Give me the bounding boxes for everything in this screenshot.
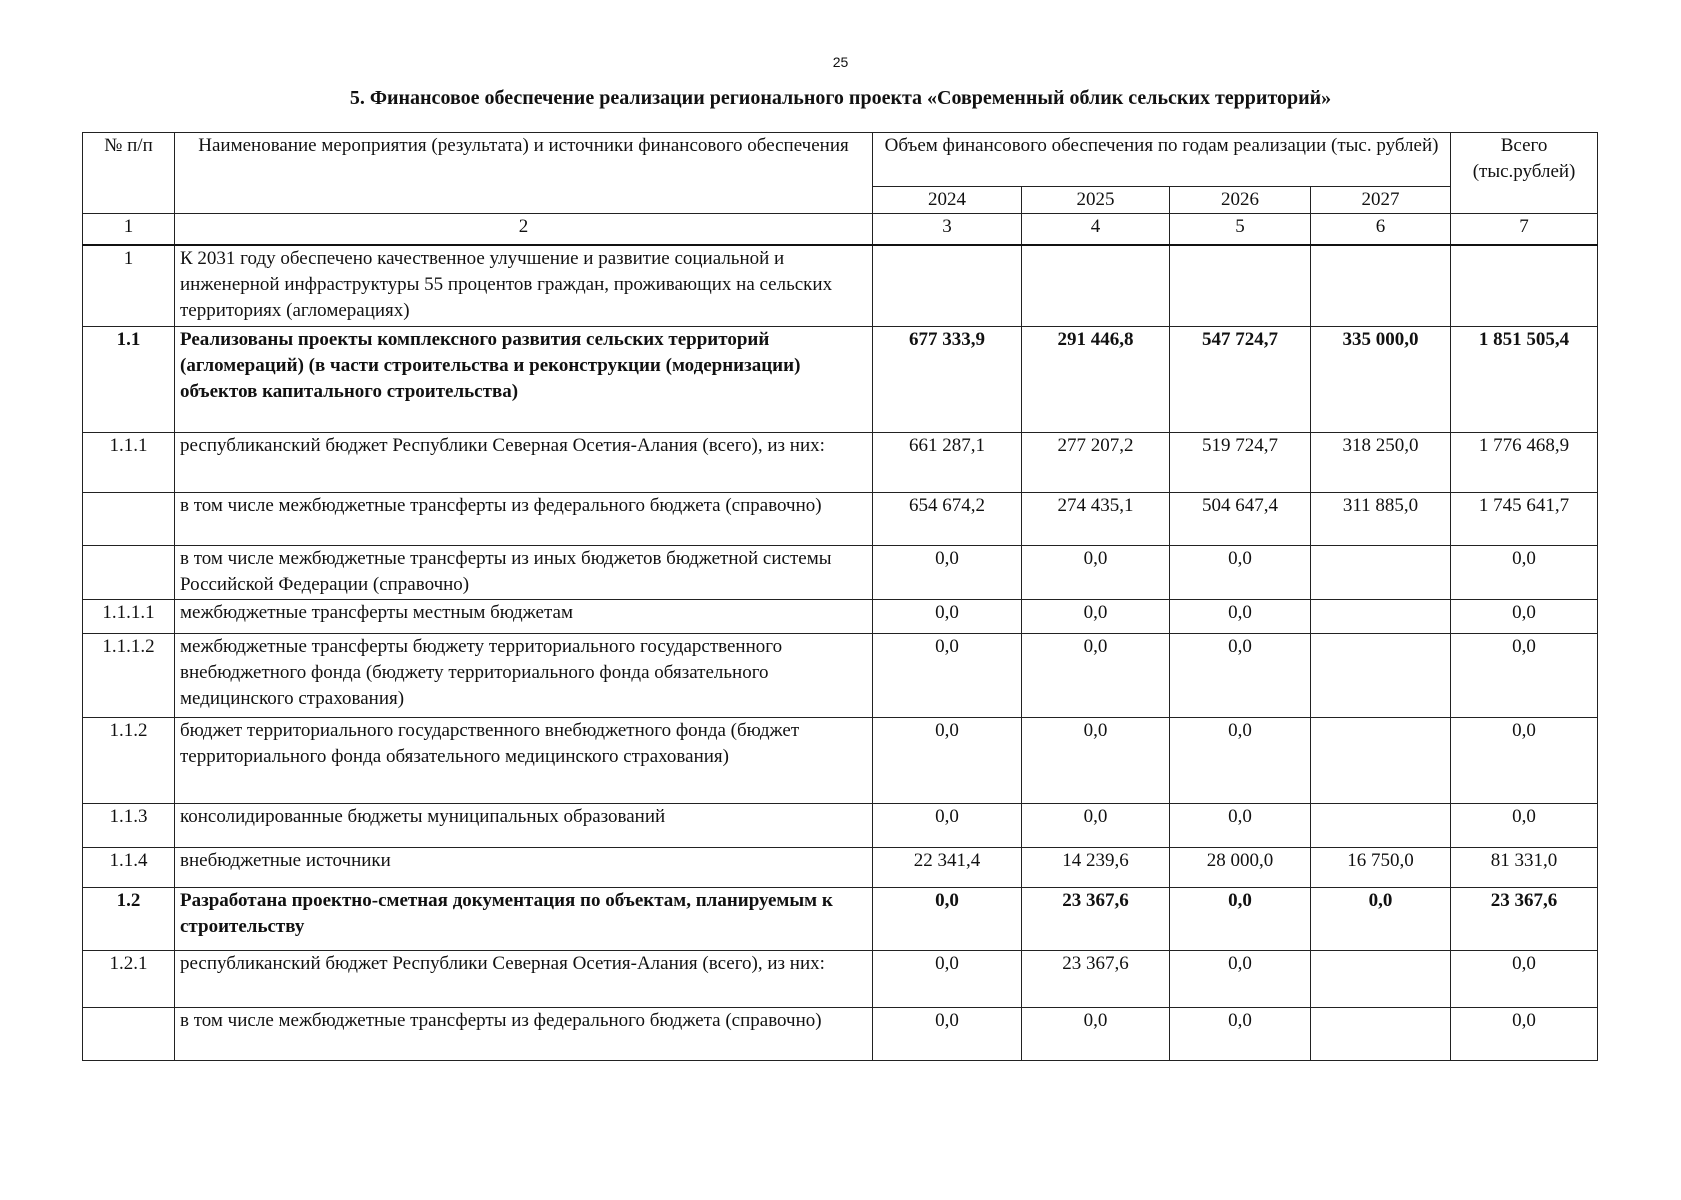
column-number: 6 [1311,214,1451,245]
column-number: 1 [83,214,175,245]
cell-total: 1 745 641,7 [1451,493,1598,546]
table-row [83,848,1598,888]
header-volume: Объем финансового обеспечения по годам реализации (тыс. рублей) [873,133,1451,187]
table-row [83,634,1598,718]
cell-2024: 0,0 [873,634,1022,718]
cell-2024 [873,245,1022,327]
cell-2025: 277 207,2 [1022,433,1170,493]
cell-2025: 14 239,6 [1022,848,1170,888]
cell-2027 [1311,1008,1451,1061]
table-row [83,951,1598,1008]
cell-2027 [1311,634,1451,718]
table-row [83,600,1598,634]
cell-2025 [1022,245,1170,327]
cell-2026: 0,0 [1170,546,1311,600]
cell-num [83,546,175,600]
cell-2026: 0,0 [1170,888,1311,951]
header-year: 2026 [1170,187,1311,214]
cell-num: 1.1.4 [83,848,175,888]
cell-2027: 0,0 [1311,888,1451,951]
cell-2025: 274 435,1 [1022,493,1170,546]
cell-name: консолидированные бюджеты муниципальных образований [175,804,873,848]
cell-total: 0,0 [1451,718,1598,804]
cell-2025: 0,0 [1022,634,1170,718]
cell-name: межбюджетные трансферты бюджету территориального государственного внебюджетного фонда (бюджету территориального фонда обязательного медицинского страхования) [175,634,873,718]
header-year: 2024 [873,187,1022,214]
cell-name: К 2031 году обеспечено качественное улучшение и развитие социальной и инженерной инфраструктуры 55 процентов граждан, проживающих на сельских территориях (агломерациях) [175,245,873,327]
cell-total: 0,0 [1451,951,1598,1008]
cell-total: 0,0 [1451,600,1598,634]
cell-2027 [1311,546,1451,600]
cell-num: 1.1.1.2 [83,634,175,718]
cell-num: 1.1.1 [83,433,175,493]
cell-2025: 0,0 [1022,718,1170,804]
cell-num: 1.1 [83,327,175,433]
cell-2024: 677 333,9 [873,327,1022,433]
cell-2026: 519 724,7 [1170,433,1311,493]
cell-num: 1.2 [83,888,175,951]
table-row [83,433,1598,493]
cell-2027: 335 000,0 [1311,327,1451,433]
cell-num: 1.1.2 [83,718,175,804]
financing-table [82,132,1598,1061]
cell-name: Разработана проектно-сметная документация по объектам, планируемым к строительству [175,888,873,951]
cell-name: в том числе межбюджетные трансферты из федерального бюджета (справочно) [175,1008,873,1061]
cell-2025: 23 367,6 [1022,888,1170,951]
cell-total: 0,0 [1451,804,1598,848]
cell-2026: 0,0 [1170,951,1311,1008]
cell-2025: 23 367,6 [1022,951,1170,1008]
table-row [83,546,1598,600]
page-number: 25 [832,54,849,70]
document-title: 5. Финансовое обеспечение реализации регионального проекта «Современный облик сельских территорий» [349,87,1332,109]
cell-2025: 0,0 [1022,546,1170,600]
cell-2025: 0,0 [1022,804,1170,848]
cell-num: 1.1.1.1 [83,600,175,634]
cell-2027 [1311,600,1451,634]
cell-name: республиканский бюджет Республики Северная Осетия-Алания (всего), из них: [175,433,873,493]
cell-2026: 0,0 [1170,1008,1311,1061]
cell-name: в том числе межбюджетные трансферты из иных бюджетов бюджетной системы Российской Федерации (справочно) [175,546,873,600]
cell-2024: 0,0 [873,600,1022,634]
column-number: 5 [1170,214,1311,245]
column-number: 4 [1022,214,1170,245]
cell-total: 0,0 [1451,1008,1598,1061]
cell-2027 [1311,718,1451,804]
cell-name: внебюджетные источники [175,848,873,888]
cell-2024: 0,0 [873,546,1022,600]
cell-total: 0,0 [1451,634,1598,718]
header-total: Всего (тыс.рублей) [1451,133,1598,214]
column-number: 7 [1451,214,1598,245]
table-row [83,1008,1598,1061]
cell-name: Реализованы проекты комплексного развития сельских территорий (агломераций) (в части строительства и реконструкции (модернизации) объектов капитального строительства) [175,327,873,433]
column-number: 2 [175,214,873,245]
cell-name: бюджет территориального государственного внебюджетного фонда (бюджет территориального фонда обязательного медицинского страхования) [175,718,873,804]
cell-name: межбюджетные трансферты местным бюджетам [175,600,873,634]
cell-num: 1 [83,245,175,327]
table-row [83,718,1598,804]
cell-total: 23 367,6 [1451,888,1598,951]
cell-2024: 22 341,4 [873,848,1022,888]
cell-num [83,493,175,546]
column-numbers-row [83,214,1598,245]
cell-2026: 0,0 [1170,600,1311,634]
cell-2024: 661 287,1 [873,433,1022,493]
header-num: № п/п [83,133,175,214]
cell-total [1451,245,1598,327]
cell-total: 0,0 [1451,546,1598,600]
column-number: 3 [873,214,1022,245]
cell-num [83,1008,175,1061]
cell-2025: 291 446,8 [1022,327,1170,433]
cell-2024: 0,0 [873,951,1022,1008]
header-year: 2025 [1022,187,1170,214]
cell-2024: 0,0 [873,718,1022,804]
cell-2026 [1170,245,1311,327]
cell-num: 1.1.3 [83,804,175,848]
table-row [83,804,1598,848]
cell-total: 1 851 505,4 [1451,327,1598,433]
cell-2027: 311 885,0 [1311,493,1451,546]
cell-2025: 0,0 [1022,600,1170,634]
cell-2026: 547 724,7 [1170,327,1311,433]
table-row [83,245,1598,327]
cell-2027 [1311,804,1451,848]
header-year: 2027 [1311,187,1451,214]
cell-2026: 0,0 [1170,804,1311,848]
cell-num: 1.2.1 [83,951,175,1008]
cell-2027 [1311,951,1451,1008]
cell-2026: 0,0 [1170,718,1311,804]
table-row [83,493,1598,546]
table-row [83,327,1598,433]
cell-2024: 0,0 [873,1008,1022,1061]
header-name: Наименование мероприятия (результата) и источники финансового обеспечения [175,133,873,214]
cell-2027: 318 250,0 [1311,433,1451,493]
cell-total: 81 331,0 [1451,848,1598,888]
cell-2027: 16 750,0 [1311,848,1451,888]
cell-2026: 504 647,4 [1170,493,1311,546]
cell-2024: 0,0 [873,804,1022,848]
cell-name: республиканский бюджет Республики Северная Осетия-Алания (всего), из них: [175,951,873,1008]
cell-2026: 28 000,0 [1170,848,1311,888]
cell-2025: 0,0 [1022,1008,1170,1061]
cell-name: в том числе межбюджетные трансферты из федерального бюджета (справочно) [175,493,873,546]
table-row [83,888,1598,951]
cell-2024: 0,0 [873,888,1022,951]
header-row [83,133,1598,187]
cell-2026: 0,0 [1170,634,1311,718]
cell-2024: 654 674,2 [873,493,1022,546]
cell-total: 1 776 468,9 [1451,433,1598,493]
cell-2027 [1311,245,1451,327]
